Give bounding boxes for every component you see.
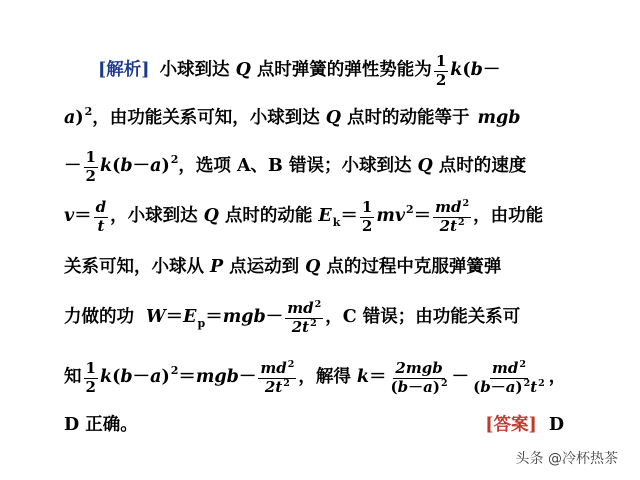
fraction-half: $\frac{1}{2}$ — [85, 147, 96, 185]
line-4: v ＝ $\frac{d}{t}$ ，小球到达 Q 点时的动能 E k ＝ $\frac{1}{2}$ mv 2 ＝ $\frac{md^2}{2t^2}$ ，由功能 — [64, 197, 544, 235]
fraction-md2-over-b-minus-a-sq-t-sq: $\frac{md^2}{(b-a)^2t^2}$ — [473, 358, 545, 396]
line-5: 关系可知，小球从 P 点运动到 Q 点的过程中克服弹簧弹 — [64, 257, 502, 278]
fraction-d-over-t: $\frac{d}{t}$ — [95, 197, 107, 235]
fraction-half: $\frac{1}{2}$ — [85, 358, 96, 396]
line-6: 力做的功 W ＝ E p ＝ mgb － $\frac{md^2}{2t^2}$ ，C 错误；由功能关系可 — [64, 298, 521, 336]
answer-value: D — [548, 415, 564, 436]
line-3: － $\frac{1}{2}$ k ( b － a ) 2 ，选项 A、B 错误；小球到达 Q 点时的速度 — [64, 147, 527, 185]
line-8: D 正确。 [答案] D — [64, 415, 564, 436]
line-1: [解析] 小球到达 Q 点时弹簧的弹性势能为 $\frac{1}{2}$ k ( b － — [98, 51, 501, 89]
answer-tag: [答案] — [485, 415, 537, 436]
fraction-half: $\frac{1}{2}$ — [361, 197, 373, 235]
watermark: 头条 @冷杯热茶 — [515, 451, 618, 467]
fraction-md2-over-2t2: $\frac{md^2}{2t^2}$ — [260, 358, 295, 396]
line-7: 知 $\frac{1}{2}$ k ( b － a ) 2 ＝ mgb － $\frac{md^2}{2t^2}$ ，解得 k ＝ $\frac{\text{2mgb}}{(b-a)^2}$ － $\frac{md^2}{(b-a)^2t^2}$ ， — [64, 358, 567, 396]
analysis-tag: [解析] — [98, 60, 150, 81]
line-2: a ) 2 ，由功能关系可知，小球到达 Q 点时的动能等于 mgb — [64, 104, 521, 129]
fraction-md2-over-2t2: $\frac{md^2}{2t^2}$ — [435, 197, 470, 235]
fraction-2mgb-over-b-minus-a-sq: $\frac{\text{2mgb}}{(b-a)^2}$ — [390, 358, 448, 396]
fraction-half: $\frac{1}{2}$ — [435, 51, 447, 89]
fraction-md2-over-2t2: $\frac{md^2}{2t^2}$ — [287, 298, 322, 336]
